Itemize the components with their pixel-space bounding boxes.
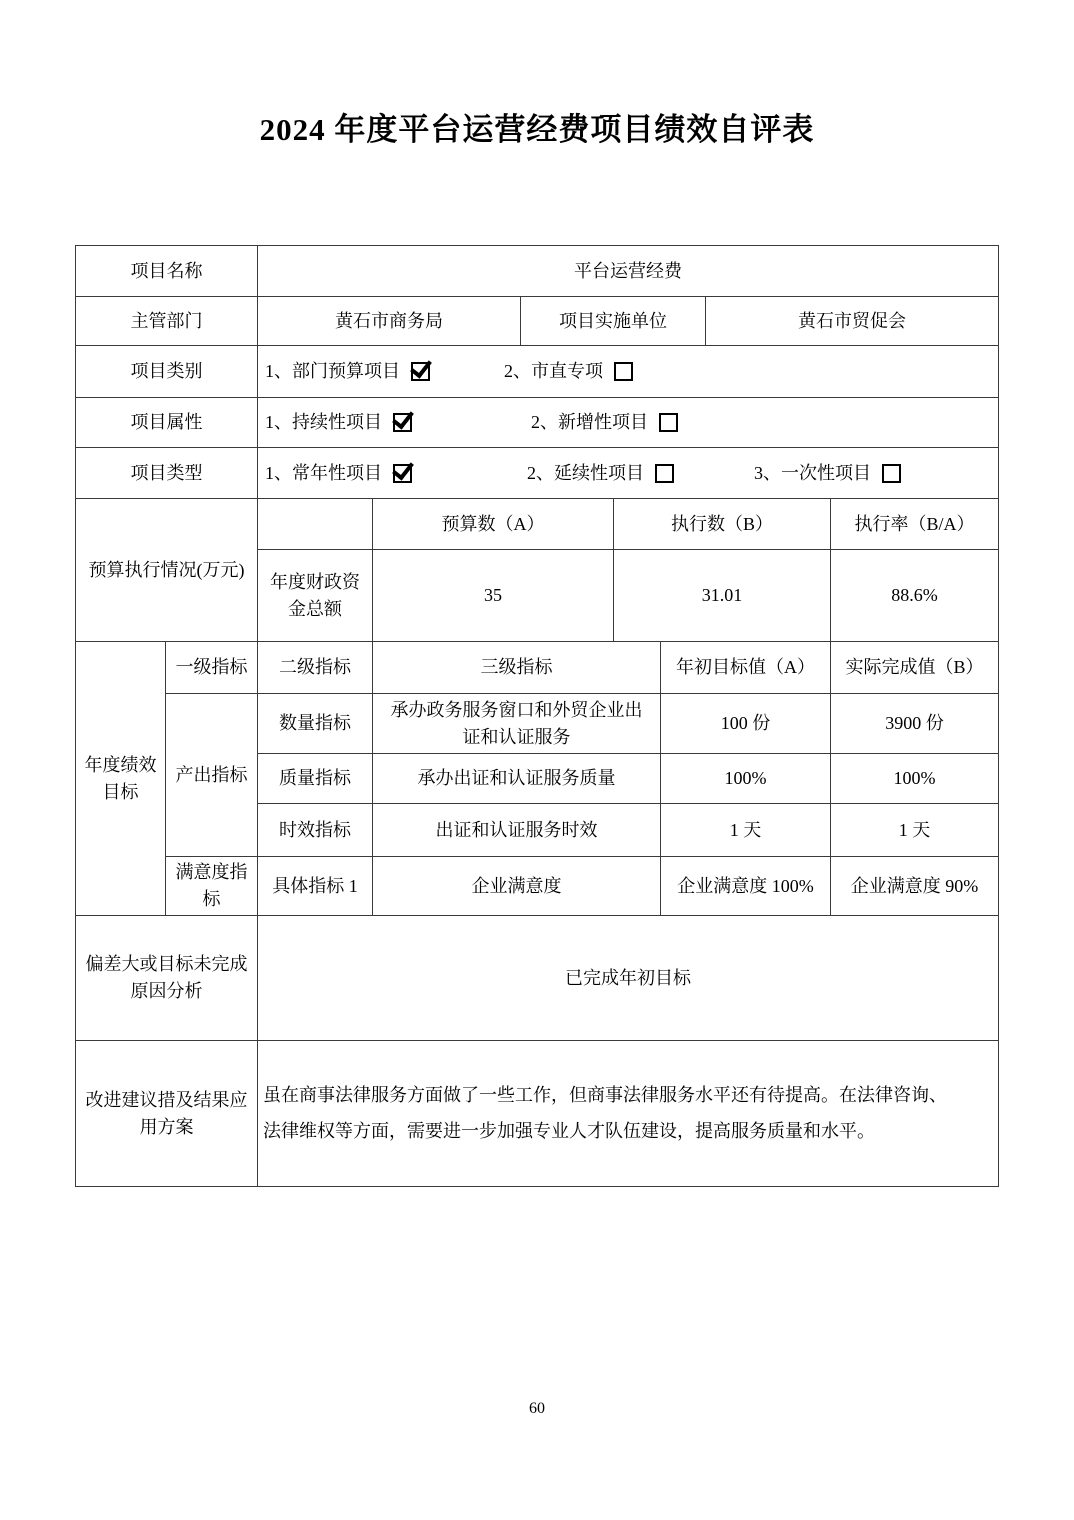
page-number: 60 — [529, 1400, 545, 1417]
quality-indicator-detail: 承办出证和认证服务质量 — [372, 753, 660, 803]
improvement-value: 虽在商事法律服务方面做了一些工作，但商事法律服务水平还有待提高。在法律咨询、法律维权等方面，需要进一步加强专业人才队伍建设，提高服务质量和水平。 — [257, 1040, 998, 1186]
header-target: 年初目标值（A） — [660, 641, 830, 693]
project-attribute-options — [257, 397, 998, 447]
implementing-unit-label: 项目实施单位 — [520, 296, 705, 345]
checkbox-icon — [393, 413, 412, 432]
department-label: 主管部门 — [75, 296, 257, 345]
option-new — [531, 409, 678, 436]
deviation-label: 偏差大或目标未完成原因分析 — [75, 915, 257, 1040]
quality-actual-value: 100% — [830, 753, 998, 803]
quality-target-value: 100% — [660, 753, 830, 803]
timeliness-target-value: 1 天 — [660, 803, 830, 856]
specific-indicator-label: 具体指标 1 — [257, 856, 372, 915]
project-category-label: 项目类别 — [75, 345, 257, 397]
budget-empty-cell — [257, 498, 372, 549]
execution-value: 31.01 — [613, 549, 830, 641]
timeliness-actual-value: 1 天 — [830, 803, 998, 856]
option-continuous — [265, 409, 412, 436]
quality-indicator-label: 质量指标 — [257, 753, 372, 803]
budget-section-label: 预算执行情况(万元) — [75, 498, 257, 641]
option-label: 1、部门预算项目 — [265, 361, 400, 381]
checkbox-icon — [659, 413, 678, 432]
option-department-budget — [265, 358, 430, 385]
option-extended — [527, 460, 674, 487]
quantity-indicator-detail: 承办政务服务窗口和外贸企业出证和认证服务 — [372, 693, 660, 753]
header-level1: 一级指标 — [165, 641, 257, 693]
timeliness-indicator-label: 时效指标 — [257, 803, 372, 856]
project-type-label: 项目类型 — [75, 447, 257, 498]
performance-section-label: 年度绩效目标 — [75, 641, 165, 915]
department-value: 黄石市商务局 — [257, 296, 520, 345]
checkbox-icon — [655, 464, 674, 483]
project-name-value: 平台运营经费 — [257, 245, 998, 296]
project-type-options — [257, 447, 998, 498]
budget-row-label: 年度财政资金总额 — [257, 549, 372, 641]
project-name-label: 项目名称 — [75, 245, 257, 296]
quantity-target-value: 100 份 — [660, 693, 830, 753]
implementing-unit-value: 黄石市贸促会 — [705, 296, 998, 345]
evaluation-table — [75, 245, 999, 1187]
header-level3: 三级指标 — [372, 641, 660, 693]
option-city-special — [504, 358, 633, 385]
page-title: 2024 年度平台运营经费项目绩效自评表 — [259, 112, 815, 147]
budget-col-budget: 预算数（A） — [372, 498, 613, 549]
option-label: 1、持续性项目 — [265, 412, 382, 432]
rate-value: 88.6% — [830, 549, 998, 641]
output-indicator-label: 产出指标 — [165, 693, 257, 856]
header-actual: 实际完成值（B） — [830, 641, 998, 693]
budget-col-execution: 执行数（B） — [613, 498, 830, 549]
satisfaction-indicator-detail: 企业满意度 — [372, 856, 660, 915]
satisfaction-actual-value: 企业满意度 90% — [830, 856, 998, 915]
satisfaction-target-value: 企业满意度 100% — [660, 856, 830, 915]
option-label: 2、延续性项目 — [527, 462, 644, 483]
deviation-value: 已完成年初目标 — [257, 915, 998, 1040]
project-attribute-label: 项目属性 — [75, 397, 257, 447]
timeliness-indicator-detail: 出证和认证服务时效 — [372, 803, 660, 856]
satisfaction-indicator-label: 满意度指标 — [165, 856, 257, 915]
quantity-actual-value: 3900 份 — [830, 693, 998, 753]
option-one-time — [754, 460, 901, 487]
header-level2: 二级指标 — [257, 641, 372, 693]
checkbox-icon — [411, 362, 430, 381]
option-label: 3、一次性项目 — [754, 462, 871, 483]
option-label: 2、市直专项 — [504, 361, 603, 381]
checkbox-icon — [614, 362, 633, 381]
budget-col-rate: 执行率（B/A） — [830, 498, 998, 549]
option-label: 1、常年性项目 — [265, 462, 382, 483]
option-annual — [265, 460, 412, 487]
checkbox-icon — [882, 464, 901, 483]
quantity-indicator-label: 数量指标 — [257, 693, 372, 753]
checkbox-icon — [393, 464, 412, 483]
project-category-options — [257, 345, 998, 397]
option-label: 2、新增性项目 — [531, 412, 648, 432]
budget-value: 35 — [372, 549, 613, 641]
improvement-label: 改进建议措及结果应用方案 — [75, 1040, 257, 1186]
